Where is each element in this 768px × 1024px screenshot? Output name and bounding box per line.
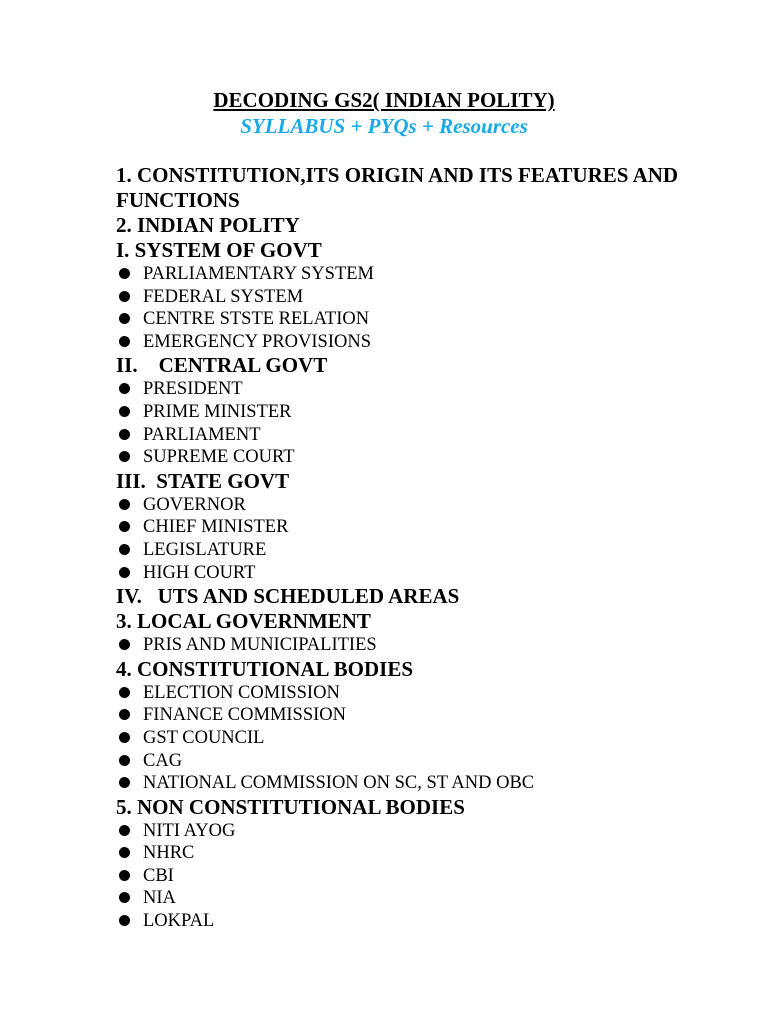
list-item-label: GST COUNCIL [143,727,265,748]
list-item [116,378,736,401]
bullet-icon [119,406,130,417]
bullet-icon [119,687,130,698]
bullet-icon [119,567,130,578]
list-item-label: CAG [143,750,183,771]
bullet-icon [119,544,130,555]
list-item-label: FINANCE COMMISSION [143,705,347,726]
list-item-label: ELECTION COMISSION [143,682,340,703]
section-heading: 3. LOCAL GOVERNMENT [116,609,371,634]
bullet-icon [119,847,130,858]
list-item [116,704,736,727]
list-item [116,634,736,657]
list-item [116,516,736,539]
list-item-label: CBI [143,865,174,886]
list-item [116,865,736,888]
bullet-icon [119,336,130,347]
list-item-label: PARLIAMENT [143,424,261,445]
list-item [116,539,736,562]
list-item [116,401,736,424]
section-heading: 4. CONSTITUTIONAL BODIES [116,656,414,681]
list-item-label: PARLIAMENTARY SYSTEM [143,264,375,284]
bullet-icon [119,777,130,788]
bullet-icon [119,383,130,394]
list-item [116,286,736,309]
list-item [116,727,736,750]
list-item [116,820,736,843]
list-item [116,308,736,331]
list-item [116,772,736,795]
section-heading: III. STATE GOVT [116,468,290,493]
bullet-icon [119,825,130,836]
section-heading: II. CENTRAL GOVT [116,353,328,378]
list-item-label: FEDERAL SYSTEM [143,286,304,307]
list-item [116,682,736,705]
bullet-icon [119,915,130,926]
section-heading: IV. UTS AND SCHEDULED AREAS [116,584,460,609]
list-item-label: CENTRE STSTE RELATION [143,309,370,330]
list-item [116,842,736,865]
list-item [116,750,736,773]
bullet-icon [119,429,130,440]
bullet-icon [119,268,130,279]
list-item [116,494,736,517]
section-heading: 1. CONSTITUTION,ITS ORIGIN AND ITS FEATURES AND FUNCTIONS [116,163,679,212]
bullet-icon [119,313,130,324]
bullet-icon [119,870,130,881]
section-heading: 2. INDIAN POLITY [116,213,300,237]
bullet-icon [119,499,130,510]
bullet-icon [119,451,130,462]
list-item [116,446,736,469]
bullet-icon [119,291,130,302]
section-heading: I. SYSTEM OF GOVT [116,238,322,262]
list-item-label: NITI AYOG [143,820,236,841]
bullet-icon [119,521,130,532]
list-item-label: NHRC [143,843,195,864]
list-item-label: PRESIDENT [143,379,243,400]
list-item-label: PRIME MINISTER [143,401,292,422]
list-item [116,331,736,354]
list-item-label: SUPREME COURT [143,447,295,468]
list-item-label: PRIS AND MUNICIPALITIES [143,635,377,656]
list-item-label: LOKPAL [143,911,215,932]
list-item-label: HIGH COURT [143,562,256,583]
document-title: DECODING GS2( INDIAN POLITY) [213,88,555,112]
bullet-icon [119,709,130,720]
bullet-icon [119,639,130,650]
section-heading: 5. NON CONSTITUTIONAL BODIES [116,794,465,819]
list-item-label: CHIEF MINISTER [143,517,289,538]
list-item-label: EMERGENCY PROVISIONS [143,331,372,352]
bullet-icon [119,732,130,743]
list-item [116,910,736,933]
bullet-icon [119,892,130,903]
list-item [116,424,736,447]
list-item [116,562,736,585]
bullet-icon [119,755,130,766]
list-item [116,887,736,910]
list-item-label: NIA [143,888,176,909]
list-item-label: GOVERNOR [143,494,246,515]
document-subtitle: SYLLABUS + PYQs + Resources [240,114,528,138]
list-item [116,263,736,286]
list-item-label: LEGISLATURE [143,539,267,560]
list-item-label: NATIONAL COMMISSION ON SC, ST AND OBC [143,773,535,794]
syllabus-list [116,163,736,933]
